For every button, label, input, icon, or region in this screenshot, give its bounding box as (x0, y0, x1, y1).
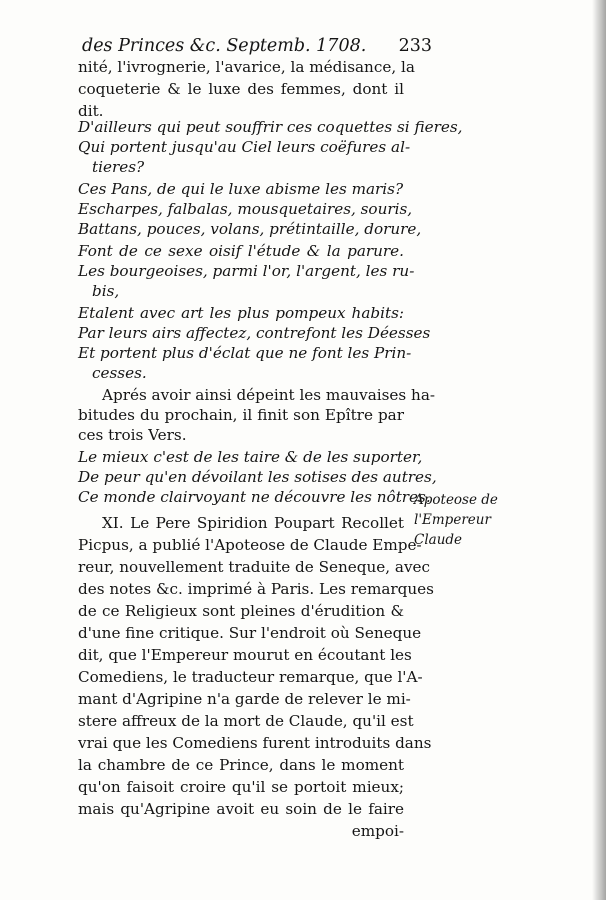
verse-line: Et portent plus d'éclat que ne font les Prin- (78, 344, 412, 362)
text-line: bitudes du prochain, il finit son Epître par (78, 406, 404, 424)
text-line: Picpus, a publié l'Apoteose de Claude Empe- (78, 536, 422, 554)
text-line: qu'on faisoit croire qu'il se portoit mieux; (78, 778, 404, 796)
verse-line: Ce monde clairvoyant ne découvre les nôtres. (78, 488, 431, 506)
verse-line: Qui portent jusqu'au Ciel leurs coëfures al- (78, 138, 411, 156)
text-line: XI. Le Pere Spiridion Poupart Recollet (102, 514, 404, 532)
verse-line: Par leurs airs affectez, contrefont les Déesses (78, 324, 431, 342)
text-line: la chambre de ce Prince, dans le moment (78, 756, 404, 774)
margin-note-line: Apoteose de (414, 492, 498, 508)
verse-line: Battans, pouces, volans, prétintaille, dorure, (78, 220, 422, 238)
text-line: reur, nouvellement traduite de Seneque, avec (78, 558, 431, 576)
verse-line: bis, (92, 282, 120, 300)
verse-line: tieres? (92, 158, 145, 176)
text-line: dit, que l'Empereur mourut en écoutant les (78, 646, 412, 664)
margin-note-line: l'Empereur (414, 512, 491, 528)
text-line: de ce Religieux sont pleines d'érudition & (78, 602, 404, 620)
text-line: Aprés avoir ainsi dépeint les mauvaises ha- (102, 386, 436, 404)
text-line: vrai que les Comediens furent introduits dans (78, 734, 432, 752)
verse-line: Ces Pans, de qui le luxe abisme les maris? (78, 180, 404, 198)
page-number: 233 (398, 36, 432, 56)
catchword: empoi- (351, 822, 404, 840)
text-line: Comediens, le traducteur remarque, que l'A- (78, 668, 423, 686)
text-line: mais qu'Agripine avoit eu soin de le faire (78, 800, 404, 818)
text-line: dit. (78, 102, 104, 120)
verse-line: cesses. (92, 364, 147, 382)
text-line: mant d'Agripine n'a garde de relever le mi- (78, 690, 411, 708)
verse-line: Etalent avec art les plus pompeux habits: (78, 304, 404, 322)
running-head-title: des Princes &c. Septemb. 1708. (82, 36, 367, 56)
verse-line: De peur qu'en dévoilant les sotises des autres, (78, 468, 437, 486)
text-line: ces trois Vers. (78, 426, 187, 444)
text-line: stere affreux de la mort de Claude, qu'il est (78, 712, 414, 730)
verse-line: Le mieux c'est de les taire & de les suporter, (78, 448, 423, 466)
margin-note-line: Claude (414, 532, 463, 548)
verse-line: D'ailleurs qui peut souffrir ces coquettes si fieres, (78, 118, 463, 136)
page-edge-shadow (592, 0, 606, 900)
text-line: d'une fine critique. Sur l'endroit où Seneque (78, 624, 422, 642)
text-line: nité, l'ivrognerie, l'avarice, la médisance, la (78, 58, 415, 76)
verse-line: Font de ce sexe oisif l'étude & la parure. (78, 242, 404, 260)
running-head (82, 36, 432, 58)
text-line: des notes &c. imprimé à Paris. Les remarques (78, 580, 434, 598)
verse-line: Les bourgeoises, parmi l'or, l'argent, les ru- (78, 262, 415, 280)
verse-line: Escharpes, falbalas, mousquetaires, souris, (78, 200, 413, 218)
text-line: coqueterie & le luxe des femmes, dont il (78, 80, 404, 98)
